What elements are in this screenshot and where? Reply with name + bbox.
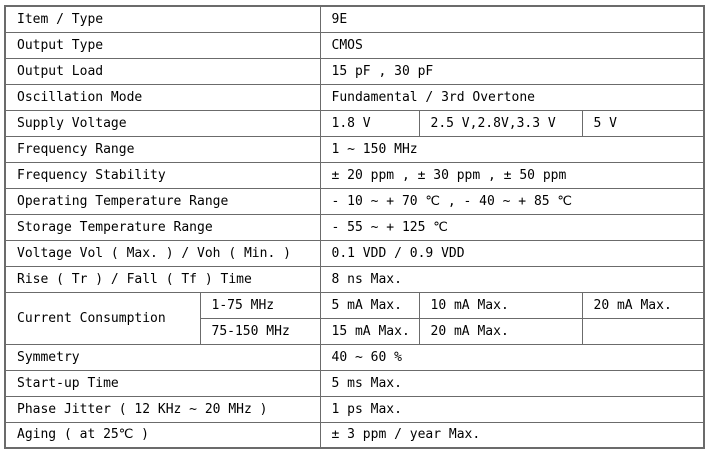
spec-value: 15 mA Max. xyxy=(320,318,419,344)
spec-value: 8 ns Max. xyxy=(320,266,704,292)
spec-label: Supply Voltage xyxy=(5,110,320,136)
spec-value: 2.5 V,2.8V,3.3 V xyxy=(419,110,582,136)
spec-value: 1 ~ 150 MHz xyxy=(320,136,704,162)
spec-label: Oscillation Mode xyxy=(5,84,320,110)
row-oscillation-mode xyxy=(5,84,704,110)
spec-label: Output Type xyxy=(5,32,320,58)
spec-label: Frequency Stability xyxy=(5,162,320,188)
spec-sub-label: 75-150 MHz xyxy=(200,318,320,344)
spec-value: 10 mA Max. xyxy=(419,292,582,318)
row-storage-temperature xyxy=(5,214,704,240)
row-supply-voltage xyxy=(5,110,704,136)
spec-value: 5 V xyxy=(582,110,704,136)
row-frequency-stability xyxy=(5,162,704,188)
spec-value: 5 mA Max. xyxy=(320,292,419,318)
row-phase-jitter xyxy=(5,396,704,422)
spec-value: CMOS xyxy=(320,32,704,58)
spec-value: 20 mA Max. xyxy=(419,318,582,344)
spec-value: 1 ps Max. xyxy=(320,396,704,422)
spec-value: ± 3 ppm / year Max. xyxy=(320,422,704,448)
row-aging xyxy=(5,422,704,448)
spec-label: Symmetry xyxy=(5,344,320,370)
spec-value: - 55 ~ + 125 ℃ xyxy=(320,214,704,240)
spec-label: Frequency Range xyxy=(5,136,320,162)
spec-label: Output Load xyxy=(5,58,320,84)
spec-label: Phase Jitter ( 12 KHz ~ 20 MHz ) xyxy=(5,396,320,422)
spec-label: Operating Temperature Range xyxy=(5,188,320,214)
row-startup-time xyxy=(5,370,704,396)
row-item-type xyxy=(5,6,704,32)
spec-value: 1.8 V xyxy=(320,110,419,136)
spec-label: Storage Temperature Range xyxy=(5,214,320,240)
spec-label: Current Consumption xyxy=(5,292,200,344)
row-current-consumption-1-75 xyxy=(5,292,704,318)
row-operating-temperature xyxy=(5,188,704,214)
row-rise-fall-time xyxy=(5,266,704,292)
spec-label: Start-up Time xyxy=(5,370,320,396)
spec-sub-label: 1-75 MHz xyxy=(200,292,320,318)
spec-value: 9E xyxy=(320,6,704,32)
spec-label: Rise ( Tr ) / Fall ( Tf ) Time xyxy=(5,266,320,292)
spec-value: 15 pF , 30 pF xyxy=(320,58,704,84)
spec-value: 40 ~ 60 % xyxy=(320,344,704,370)
row-output-type xyxy=(5,32,704,58)
spec-value: ± 20 ppm , ± 30 ppm , ± 50 ppm xyxy=(320,162,704,188)
row-output-load xyxy=(5,58,704,84)
row-symmetry xyxy=(5,344,704,370)
spec-label: Aging ( at 25℃ ) xyxy=(5,422,320,448)
spec-label: Item / Type xyxy=(5,6,320,32)
spec-table xyxy=(4,5,705,449)
spec-value: 0.1 VDD / 0.9 VDD xyxy=(320,240,704,266)
spec-label: Voltage Vol ( Max. ) / Voh ( Min. ) xyxy=(5,240,320,266)
row-frequency-range xyxy=(5,136,704,162)
spec-value: 20 mA Max. xyxy=(582,292,704,318)
spec-value: - 10 ~ + 70 ℃ , - 40 ~ + 85 ℃ xyxy=(320,188,704,214)
spec-value: Fundamental / 3rd Overtone xyxy=(320,84,704,110)
spec-value-empty xyxy=(582,318,704,344)
row-voltage-vol-voh xyxy=(5,240,704,266)
spec-value: 5 ms Max. xyxy=(320,370,704,396)
